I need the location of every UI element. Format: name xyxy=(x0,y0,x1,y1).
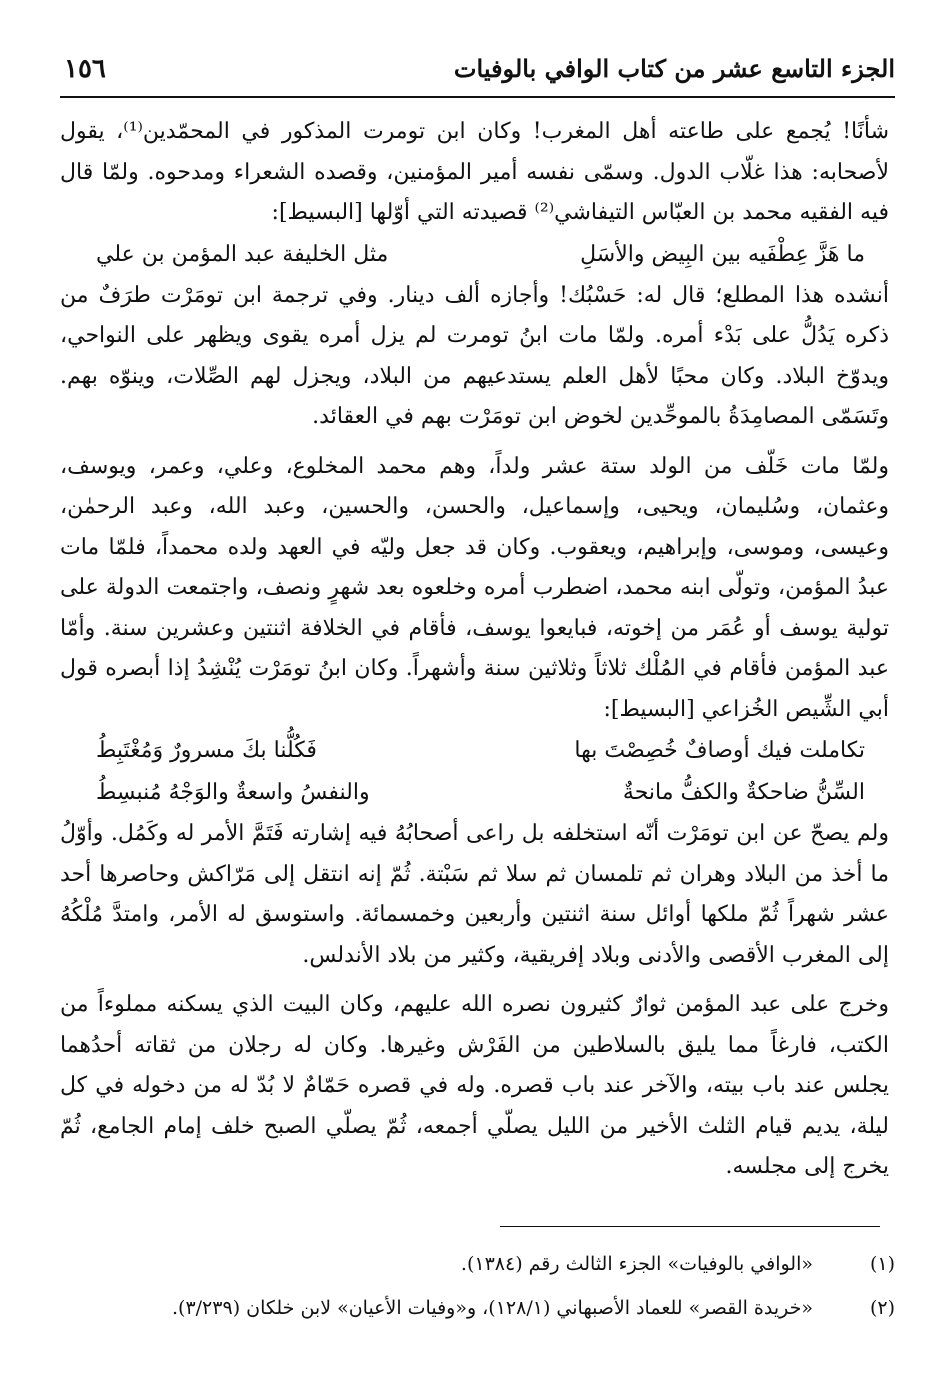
verse-first-hemistich: السِّنُّ ضاحكةٌ والكفُّ مانحةٌ xyxy=(622,780,865,805)
footnotes xyxy=(60,1242,895,1330)
poem-verse xyxy=(60,772,889,814)
paragraph: وخرج على عبد المؤمن ثوارٌ كثيرون نصره الله عليهم، وكان البيت الذي يسكنه مملوءاً من الكتب، فارغاً مما يليق بالسلاطين من الفَرْش وغيرها. وكان له رجلان من ثقاته أحدُهما يجلس عند باب بيته، والآخر عند باب قصره. وله في قصره حَمّامٌ لا بُدّ له من دخوله في كل ليلة، يديم قيام الثلث الأخير من الليل يصلّي أجمعه، ثُمّ يصلّي الصبح خلف إمام الجامع، ثُمّ يخرج إلى مجلسه. xyxy=(60,992,889,1179)
footnote-divider xyxy=(500,1226,880,1227)
paragraph: أنشده هذا المطلع؛ قال له: حَسْبُك! وأجازه ألف دينار. وفي ترجمة ابن تومَرْت طرَفٌ من ذكره يَدُلُّ على بَدْء أمره. ولمّا مات ابنُ تومرت لم يزل أمره يقوى ويظهر على النواحي، ويدوّخ البلاد. وكان محبًا لأهل العلم يستدعيهم من البلاد، ويجزل لهم الصِّلات، وينوّه بهم. وتَسَمّى المصامِدَةُ بالموحِّدين لخوض ابن تومَرْت بهم في العقائد. xyxy=(60,282,889,429)
main-text xyxy=(60,112,889,1188)
paragraph: ولمّا مات خَلّف من الولد ستة عشر ولداً، وهم محمد المخلوع، وعلي، وعمر، ويوسف، وعثمان، وسُليمان، ويحيى، وإسماعيل، والحسن، والحسين، وعبد الله، وعبد الرحمٰن، وعيسى، وموسى، وإبراهيم، ويعقوب. وكان قد جعل وليّه في العهد ولده محمداً، فلمّا مات عبدُ المؤمن، وتولّى ابنه محمد، اضطرب أمره وخلعوه بعد شهرٍ ونصف، واجتمعت الدولة على تولية يوسف أو عُمَر من إخوته، فبايعوا يوسف، فأقام في الخلافة اثنتين وعشرين سنة. وأمّا عبد المؤمن فأقام في المُلْك ثلاثاً وثلاثين سنة وأشهراً. وكان ابنُ تومَرْت يُنْشِدُ إذا أبصره قول أبي الشِّيص الخُزاعي [البسيط]: xyxy=(60,453,889,722)
verse-second-hemistich: والنفسُ واسعةٌ والوَجْهُ مُنبسِطُ xyxy=(96,780,370,805)
verse-first-hemistich: تكاملت فيك أوصافٌ خُصِصْتَ بها xyxy=(574,738,865,763)
page-number: ١٥٦ xyxy=(64,54,106,84)
running-header xyxy=(60,44,895,98)
footnote-number: (٢) xyxy=(869,1297,895,1319)
verse-second-hemistich: مثل الخليفة عبد المؤمن بن علي xyxy=(96,241,389,267)
paragraph: ولم يصحّ عن ابن تومَرْت أنّه استخلفه بل راعى أصحابُهُ فيه إشارته فَتَمَّ الأمر له وكَمُل. وأوّلُ ما أخذ من البلاد وهران ثم تلمسان ثم سلا ثم سَبْتة. ثُمّ إنه انتقل إلى مَرّاكش وحاصرها أحد عشر شهراً ثُمّ ملكها أوائل سنة اثنتين وأربعين وخمسمائة. واستوسق له الأمر، وامتدَّ مُلْكُهُ إلى المغرب الأقصى والأدنى وبلاد إفريقية، وكثير من بلاد الأندلس. xyxy=(60,821,889,968)
poem-verse xyxy=(60,730,889,772)
paragraph: شأنًا! يُجمع على طاعته أهل المغرب! وكان ابن تومرت المذكور في المحمّدين⁽¹⁾، يقول لأصحابه: هذا غلّاب الدول. وسمّى نفسه أمير المؤمنين، وقصده الشعراء ومدحوه. ولمّا قال فيه الفقيه محمد بن العبّاس التيفاشي⁽²⁾ قصيدته التي أوّلها [البسيط]: xyxy=(60,119,889,225)
footnote-text: «خريدة القصر» للعماد الأصبهاني (١٢٨/١)، و«وفيات الأعيان» لابن خلكان (٣/٢٣٩). xyxy=(172,1297,813,1319)
footnote-text: «الوافي بالوفيات» الجزء الثالث رقم (١٣٨٤). xyxy=(460,1253,813,1275)
footnote-number: (١) xyxy=(869,1253,895,1275)
verse-first-hemistich: ما هَزَّ عِطْفَيه بين البِيض والأسَلِ xyxy=(580,241,865,267)
poem-verse xyxy=(60,234,889,276)
verse-second-hemistich: فَكُلُّنا بكَ مسرورٌ وَمُغْتَبِطُ xyxy=(96,738,317,763)
footnote xyxy=(60,1286,895,1330)
book-title: الجزء التاسع عشر من كتاب الوافي بالوفيات xyxy=(453,54,895,83)
footnote xyxy=(60,1242,895,1286)
